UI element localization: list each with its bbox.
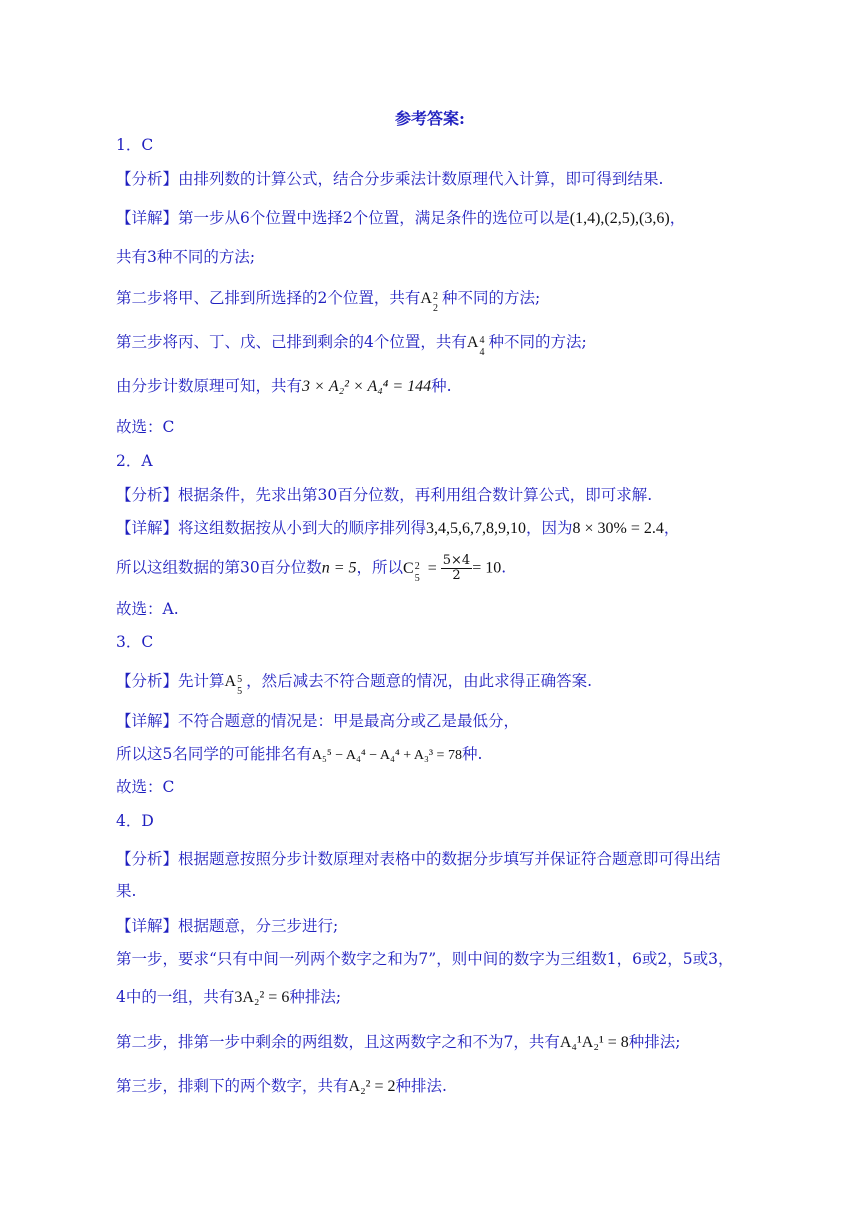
q4-calc-c: A₂² = 2	[348, 1078, 396, 1095]
q2-detail-text: 【详解】将这组数据按从小到大的顺序排列得	[116, 519, 427, 537]
q1-step2-text: 第二步将甲、乙排到所选择的2个位置，共有	[116, 289, 421, 307]
q3-analysis	[116, 670, 593, 697]
q2-answer: 2．A	[116, 452, 153, 470]
q1-detail-1: 【详解】第一步从6个位置中选择2个位置，满足条件的选位可以是(1,4),(2,5),(3,6)，	[116, 209, 686, 227]
q4-step1: 第一步，要求“只有中间一列两个数字之和为7”，则中间的数字为三组数1，6或2，5或3，	[116, 950, 734, 968]
q4-calc-b: A₄¹A₂¹ = 8	[559, 1034, 629, 1051]
q4-step1-tail: 种排法;	[289, 988, 342, 1006]
q3-choice: 故选：C	[116, 778, 175, 796]
q3-detail2-text: 所以这5名同学的可能排名有	[116, 745, 312, 763]
q4-step2-tail: 种排法;	[628, 1033, 681, 1051]
q4-detail-1: 【详解】根据题意，分三步进行;	[116, 917, 339, 935]
q1-conclusion	[116, 375, 452, 398]
q2-because: ，因为	[526, 519, 573, 537]
q2-seq: 3,4,5,6,7,8,9,10	[426, 520, 527, 537]
q1-conclusion-text: 由分步计数原理可知，共有	[116, 377, 303, 395]
q3-calc: A₅⁵ − A₄⁴ − A₄⁴ + A₃³ = 78	[311, 748, 462, 763]
q2-detail-2: 所以这组数据的第30百分位数n = 5，所以C 2 5 = $\frac{5\times 4}{2}$ = 10.	[116, 553, 507, 584]
q1-step3	[116, 331, 587, 358]
q2-frac-den: 2	[452, 568, 461, 583]
q1-choice: 故选：C	[116, 418, 175, 436]
q2-detail-1: 【详解】将这组数据按从小到大的顺序排列得3,4,5,6,7,8,9,10，因为8 × 30% = 2.4，	[116, 519, 680, 537]
q4-step2	[116, 1031, 681, 1054]
q4-step3-tail: 种排法.	[395, 1077, 447, 1095]
q4-answer: 4．D	[116, 812, 154, 830]
q2-eq10: = 10	[472, 559, 502, 577]
q3-a55: A 5 5	[224, 673, 243, 697]
q2-c52: C 2 5 =	[403, 559, 441, 584]
q1-step2-tail: 种不同的方法;	[441, 289, 541, 307]
q2-frac-num: 5×4	[442, 553, 471, 568]
q2-detail2-text: 所以这组数据的第30百分位数	[116, 558, 322, 577]
q4-step1-text: 4中的一组，共有	[116, 988, 235, 1006]
q3-detail-2	[116, 743, 482, 767]
q1-a22: A 2 2	[420, 290, 438, 314]
q4-analysis-cont: 果.	[116, 882, 137, 900]
q3-detail-1: 【详解】不符合题意的情况是：甲是最高分或乙是最低分，	[116, 712, 520, 730]
q2-so: ，所以	[356, 558, 404, 577]
q3-answer: 3．C	[116, 633, 154, 651]
q4-step2-text: 第二步，排第一步中剩余的两组数，且这两数字之和不为7，共有	[116, 1033, 560, 1051]
q3-analysis-tail: ，然后减去不符合题意的情况，由此求得正确答案.	[246, 672, 593, 690]
q4-step1-cont	[116, 986, 341, 1009]
q2-n: n = 5	[321, 559, 357, 577]
q2-fraction	[441, 554, 472, 583]
q2-choice: 故选：A.	[116, 600, 179, 618]
q4-step3-text: 第三步，排剩下的两个数字，共有	[116, 1077, 349, 1095]
q1-analysis: 【分析】由排列数的计算公式，结合分步乘法计数原理代入计算，即可得到结果.	[116, 170, 664, 188]
q1-calc: 3 × A₂² × A₄⁴ = 144	[302, 378, 432, 395]
q4-step3	[116, 1075, 447, 1098]
q1-a44: A 4 4	[466, 334, 485, 358]
q1-step3-tail: 种不同的方法;	[488, 333, 587, 351]
q4-analysis: 【分析】根据题意按照分步计数原理对表格中的数据分步填写并保证符合题意即可得出结	[116, 850, 721, 868]
q1-step3-text: 第三步将丙、丁、戊、己排到剩余的4个位置，共有	[116, 333, 467, 351]
q1-detail-2: 共有3种不同的方法;	[116, 248, 256, 266]
q1-answer: 1．C	[116, 136, 154, 154]
q1-detail-text: 【详解】第一步从6个位置中选择2个位置，满足条件的选位可以是	[116, 209, 570, 227]
q1-step2	[116, 287, 541, 314]
q2-analysis: 【分析】根据条件，先求出第30百分位数，再利用组合数计算公式，即可求解.	[116, 486, 653, 504]
q2-pct: 8 × 30% = 2.4	[572, 520, 664, 537]
q1-conclusion-tail: 种.	[431, 377, 452, 395]
q3-analysis-text: 【分析】先计算	[116, 672, 225, 690]
page-title: 参考答案:	[395, 109, 465, 128]
q3-detail2-tail: 种.	[461, 745, 483, 763]
q1-pairs: (1,4),(2,5),(3,6)	[569, 210, 670, 227]
q4-calc-a: 3A₂² = 6	[234, 989, 290, 1006]
